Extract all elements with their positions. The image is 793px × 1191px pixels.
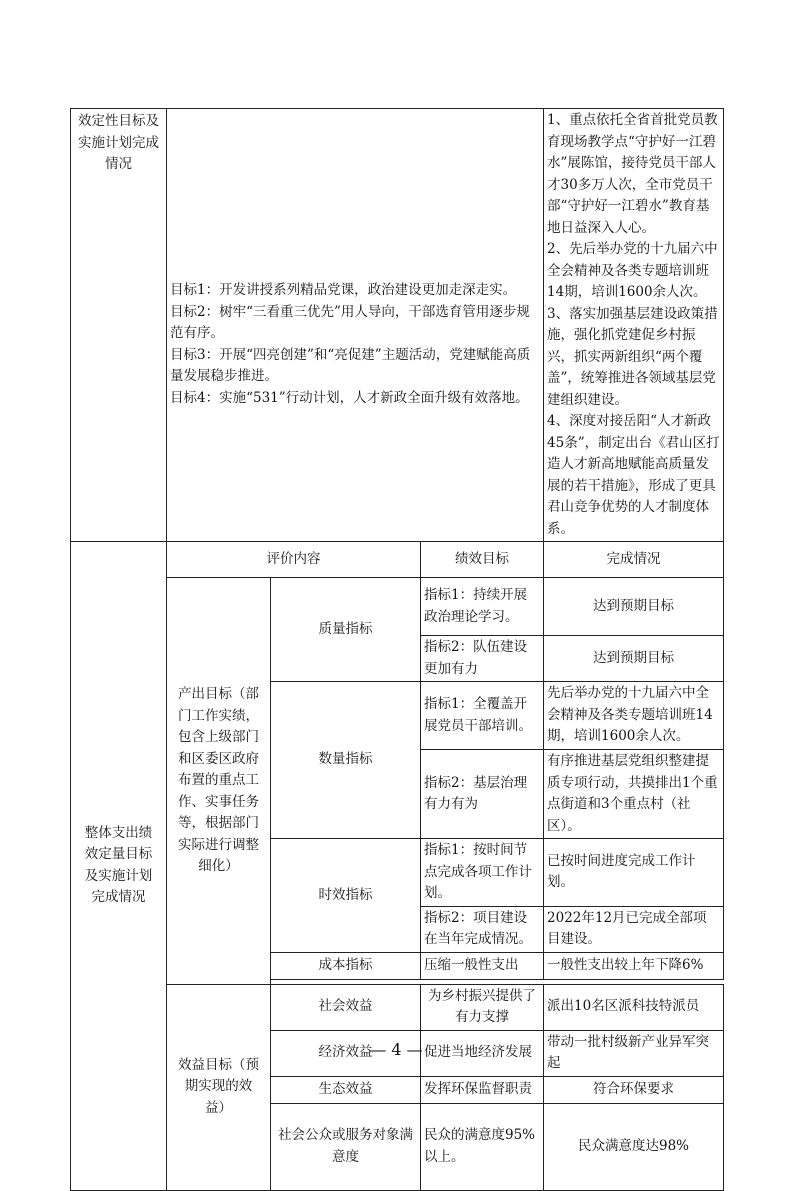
result-item: 4、深度对接岳阳“人才新政45条”，制定出台《君山区打造人才新高地赋能高质量发展的若干措施》，形成了更具君山竞争优势的人才制度体系。 xyxy=(547,413,720,537)
header-target: 绩效目标 xyxy=(421,542,544,578)
satisfaction-label: 社会公众或服务对象满意度 xyxy=(271,1103,421,1190)
satisfaction-status: 民众满意度达98% xyxy=(544,1103,724,1190)
timeliness-indicator-label: 时效指标 xyxy=(271,839,421,953)
output-goal-label: 产出目标（部门工作实绩，包含上级部门和区委区政府布置的重点工作、实事任务等，根据部门实际进行调整细化） xyxy=(167,578,271,985)
quality-indicator-label: 质量指标 xyxy=(271,578,421,682)
economic-status: 带动一批村级新产业异军突起 xyxy=(544,1030,724,1076)
ecological-status: 符合环保要求 xyxy=(544,1076,724,1103)
economic-benefit-label: 经济效益 xyxy=(271,1030,421,1076)
cost-target: 压缩一般性支出 xyxy=(421,952,544,979)
result-item: 1、重点依托全省首批党员教育现场教学点“守护好一江碧水”展陈馆，接待党员干部人才30多万人次，全市党员干部“守护好一江碧水”教育基地日益深入人心。 xyxy=(547,112,718,236)
qualitative-section-label: 效定性目标及实施计划完成情况 xyxy=(71,109,167,542)
header-status: 完成情况 xyxy=(544,542,724,578)
cost-status: 一般性支出较上年下降6% xyxy=(544,952,724,979)
goal-item: 目标4：实施“531”行动计划，人才新政全面升级有效落地。 xyxy=(170,389,529,406)
timeliness-target-1: 指标1：按时间节点完成各项工作计划。 xyxy=(421,839,544,907)
page-number: — 4 — xyxy=(370,1040,423,1059)
ecological-target: 发挥环保监督职责 xyxy=(421,1076,544,1103)
performance-table xyxy=(70,108,724,1191)
quantity-indicator-label: 数量指标 xyxy=(271,682,421,839)
quantity-status-1: 先后举办党的十九届六中全会精神及各类专题培训班14期，培训1600余人次。 xyxy=(544,682,724,750)
result-item: 3、落实加强基层建设政策措施，强化抓党建促乡村振兴，抓实两新组织“两个覆盖”，统筹推进各领域基层党建组织建设。 xyxy=(547,305,718,408)
social-benefit-label: 社会效益 xyxy=(271,984,421,1030)
economic-target: 促进当地经济发展 xyxy=(421,1030,544,1076)
qualitative-results-cell xyxy=(544,109,724,542)
quality-status-1: 达到预期目标 xyxy=(544,578,724,636)
quantitative-section-label: 整体支出绩效定量目标及实施计划完成情况 xyxy=(71,542,167,1191)
social-status: 派出10名区派科技特派员 xyxy=(544,984,724,1030)
goal-item: 目标2：树牢“三看重三优先”用人导向，干部选育管用逐步规范有序。 xyxy=(170,303,530,341)
quantity-status-2: 有序推进基层党组织整建提质专项行动，共摸排出1个重点街道和3个重点村（社区）。 xyxy=(544,750,724,839)
timeliness-status-2: 2022年12月已完成全部项目建设。 xyxy=(544,906,724,952)
benefit-goal-label: 效益目标（预期实现的效益） xyxy=(167,984,271,1190)
timeliness-status-1: 已按时间进度完成工作计划。 xyxy=(544,839,724,907)
cost-indicator-label: 成本指标 xyxy=(271,952,421,979)
quality-target-1: 指标1：持续开展政治理论学习。 xyxy=(421,578,544,636)
goal-item: 目标3：开展“四亮创建”和“亮促建”主题活动，党建赋能高质量发展稳步推进。 xyxy=(170,346,531,384)
quantity-target-1: 指标1：全覆盖开展党员干部培训。 xyxy=(421,682,544,750)
qualitative-goals-cell xyxy=(167,109,544,542)
header-content: 评价内容 xyxy=(167,542,421,578)
satisfaction-target: 民众的满意度95%以上。 xyxy=(421,1103,544,1190)
quality-status-2: 达到预期目标 xyxy=(544,636,724,682)
timeliness-target-2: 指标2：项目建设在当年完成情况。 xyxy=(421,906,544,952)
ecological-benefit-label: 生态效益 xyxy=(271,1076,421,1103)
result-item: 2、先后举办党的十九届六中全会精神及各类专题培训班14期，培训1600余人次。 xyxy=(547,241,718,300)
quality-target-2: 指标2：队伍建设更加有力 xyxy=(421,636,544,682)
social-target: 为乡村振兴提供了有力支撑 xyxy=(421,984,544,1030)
quantity-target-2: 指标2：基层治理有力有为 xyxy=(421,750,544,839)
goal-item: 目标1：开发讲授系列精品党课，政治建设更加走深走实。 xyxy=(170,282,517,298)
